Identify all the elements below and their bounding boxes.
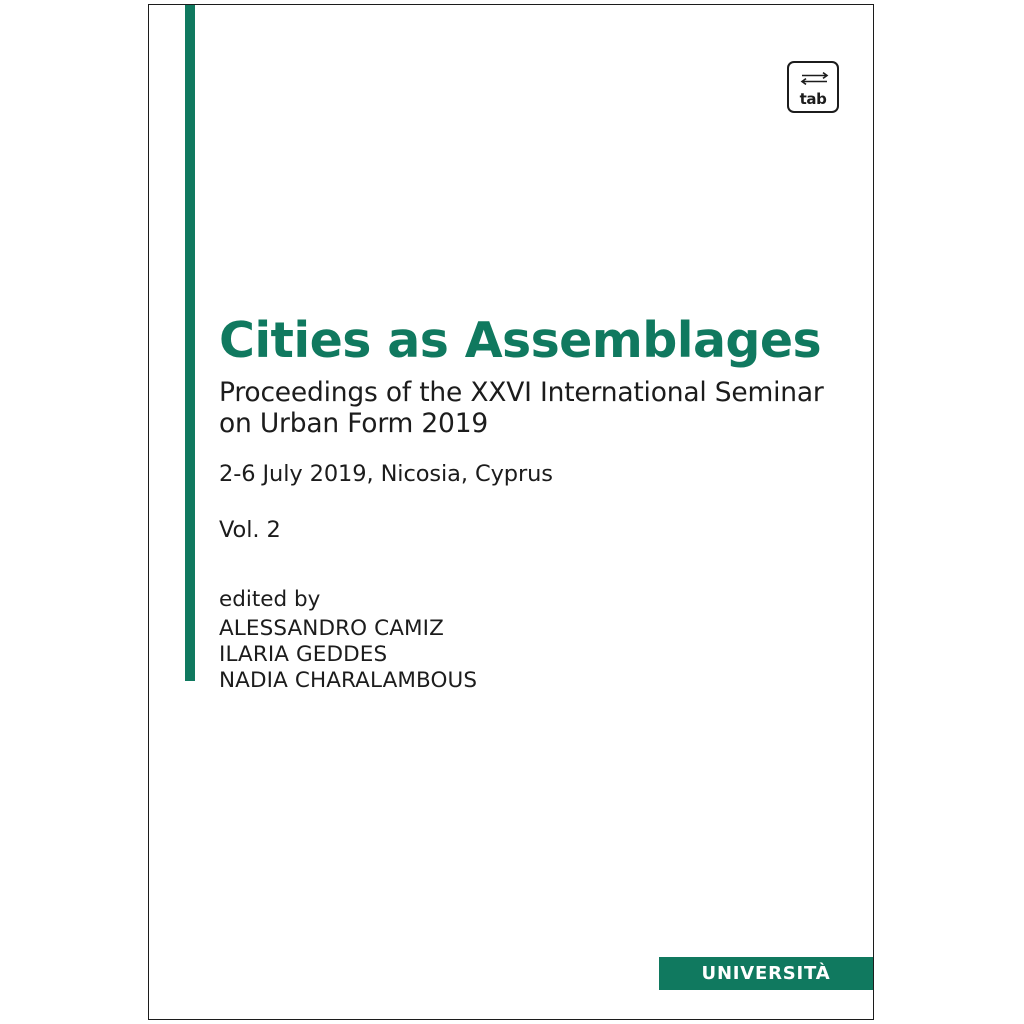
cover-sheet: [148, 4, 874, 1020]
event-date-location: 2-6 July 2019, Nicosia, Cyprus: [219, 460, 553, 487]
book-subtitle-line-1: Proceedings of the XXVI International Seminar: [219, 376, 824, 408]
green-vertical-rule: [185, 5, 195, 681]
tab-publisher-logo: [787, 61, 839, 113]
tab-logo-text: tab: [799, 90, 827, 108]
book-subtitle: [219, 377, 843, 439]
double-arrow-icon: [800, 72, 829, 85]
editor-name: ALESSANDRO CAMIZ: [219, 615, 444, 641]
book-title: Cities as Assemblages: [219, 312, 822, 369]
edited-by-label: edited by: [219, 586, 321, 612]
cover-text-block: [219, 312, 843, 693]
volume-label: Vol. 2: [219, 516, 281, 543]
book-subtitle-line-2: on Urban Form 2019: [219, 407, 489, 439]
publisher-banner-text: UNIVERSITÀ: [701, 963, 831, 984]
editor-name: NADIA CHARALAMBOUS: [219, 667, 478, 693]
publisher-banner: [659, 957, 873, 990]
editor-name: ILARIA GEDDES: [219, 641, 388, 667]
